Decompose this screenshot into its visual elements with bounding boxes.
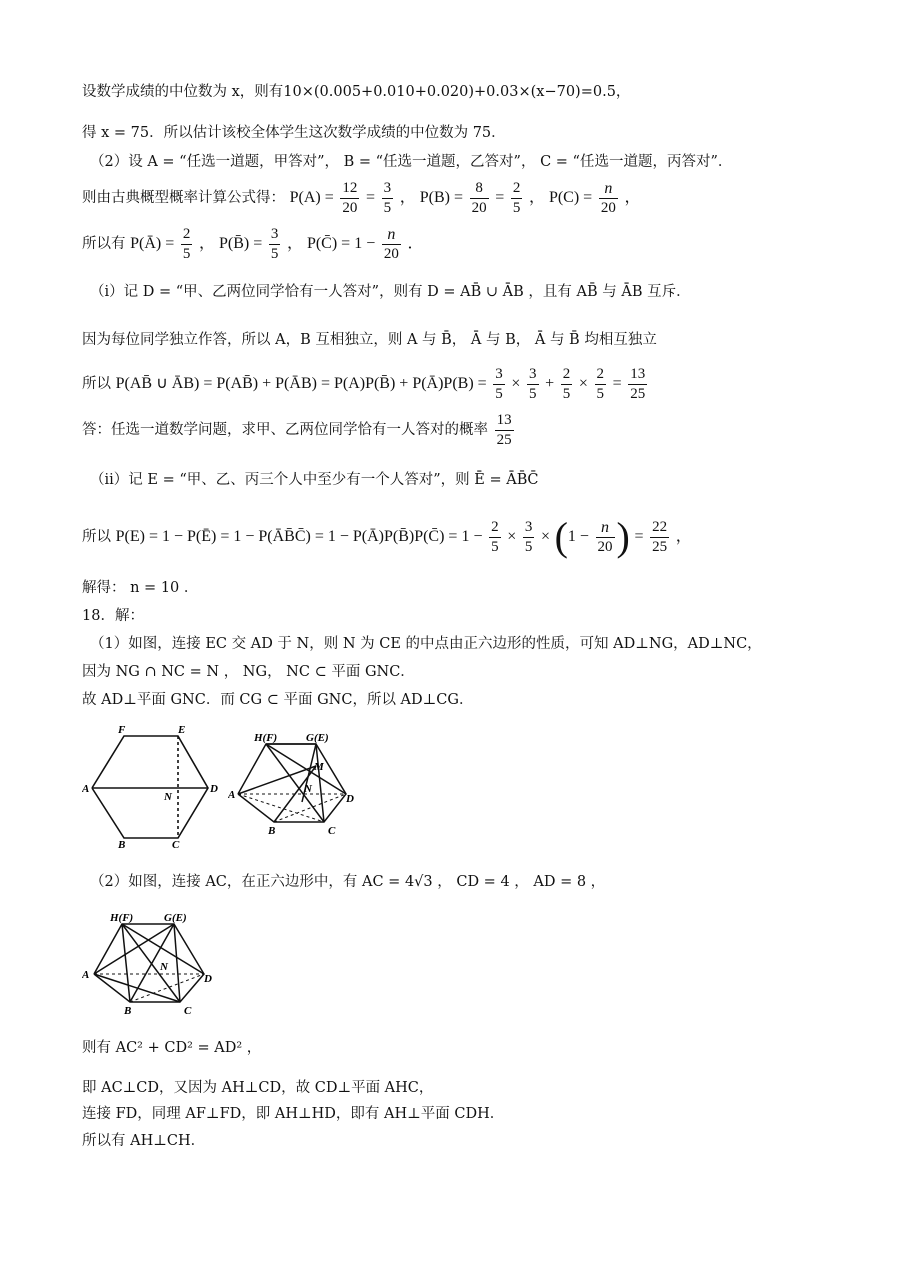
complement-line: 所以有 P(Ā) = $\frac{2}{5}$ ， P(B̄) = $\frac{3}{5}$ ， P(C̄) = 1 − $\frac{n}{20}$ ． (82, 225, 424, 262)
label-H-F: H(F) (110, 912, 134, 924)
fraction: $\frac{13}{25}$ (630, 365, 646, 402)
text-line-20: 连接 FD，同理 AF⊥FD，即 AH⊥HD，即有 AH⊥平面 CDH． (82, 1106, 505, 1122)
label-C: C (184, 1005, 192, 1017)
text-line-15: 因为 NG ∩ NC = N ， NG， NC ⊂ 平面 GNC． (82, 664, 415, 680)
text-line-1: 设数学成绩的中位数为 x，则有10×(0.005+0.010+0.020)+0.03×(x−70)=0.5， (82, 84, 631, 100)
text-line-3: （2）设 A = “任选一道题，甲答对”， B = “任选一道题，乙答对”， C = “任选一道题，丙答对”． (90, 154, 733, 170)
text-line-18: 则有 AC² + CD² = AD² ， (82, 1040, 262, 1056)
label-B: B (118, 839, 126, 848)
text-line-10: （ii）记 E = “甲、乙、丙三个人中至少有一个人答对”，则 Ē = ĀB̄C̄ (90, 472, 539, 488)
text-line-21: 所以有 AH⊥CH． (82, 1133, 206, 1149)
label-E: E (178, 724, 186, 736)
fraction: $\frac{2}{5}$ (596, 365, 605, 402)
text-line-6: （i）记 D = “甲、乙两位同学恰有一人答对”，则有 D = AB̄ ∪ ĀB ，且有 AB̄ 与 ĀB 互斥． (90, 284, 691, 300)
label-D: D (204, 973, 212, 985)
text-line-17: （2）如图，连接 AC，在正六边形中，有 AC = 4√3 ， CD = 4 ， AD = 8 ， (90, 874, 606, 890)
fraction: $\frac{n}{20}$ (383, 225, 399, 262)
fraction: $\frac{n}{20}$ (597, 518, 613, 555)
label-C: C (328, 825, 336, 837)
text-line-19: 即 AC⊥CD，又因为 AH⊥CD，故 CD⊥平面 AHC， (82, 1080, 434, 1096)
label-B: B (124, 1005, 132, 1017)
fraction: $\frac{3}{5}$ (495, 365, 503, 402)
fraction: $\frac{12}{20}$ (342, 179, 358, 216)
fraction: $\frac{3}{5}$ (529, 365, 537, 402)
text-line-16: 故 AD⊥平面 GNC．而 CG ⊂ 平面 GNC，所以 AD⊥CG． (82, 692, 474, 708)
label-B: B (268, 825, 276, 837)
text-line-12: 解得： n = 10 ． (82, 580, 199, 596)
fraction: $\frac{13}{25}$ (496, 411, 512, 448)
fraction: $\frac{2}{5}$ (182, 225, 191, 262)
probability-sum-line: 所以 P(AB̄ ∪ ĀB) = P(AB̄) + P(ĀB) = P(A)P(B̄) + P(Ā)P(B) = $\frac{3}{5}$ × $\frac{3}{5}$ + $\frac{2}{5}$ × $\frac{2}{5}$ = $\frac{13}{25}$ (82, 365, 646, 402)
hexagon-figure-1 (82, 724, 222, 848)
label-N: N (164, 791, 172, 803)
fraction: $\frac{3}{5}$ (383, 179, 392, 216)
fraction: $\frac{8}{20}$ (471, 179, 487, 216)
fraction: $\frac{2}{5}$ (512, 179, 521, 216)
text-line-7: 因为每位同学独立作答，所以 A，B 互相独立，则 A 与 B̄， Ā 与 B， Ā 与 B̄ 均相互独立 (82, 332, 657, 348)
fraction: $\frac{2}{5}$ (562, 365, 571, 402)
text-line-2: 得 x = 75．所以估计该校全体学生这次数学成绩的中位数为 75． (82, 125, 506, 141)
fraction: $\frac{2}{5}$ (491, 518, 499, 555)
label-C: C (172, 839, 180, 848)
event-e-line: 所以 P(E) = 1 − P(Ē) = 1 − P(ĀB̄C̄) = 1 − P(Ā)P(B̄)P(C̄) = 1 − $\frac{2}{5}$ × $\frac{3}{5}$ × (1 − $\frac{n}{20}$ ) = $\frac{22}{25}$ ， (82, 514, 692, 559)
folded-hexagon-figure-2 (228, 730, 364, 838)
label-D: D (346, 793, 354, 805)
label-A: A (82, 969, 90, 981)
text-line-13: 18．解： (82, 608, 144, 624)
label-A: A (82, 783, 90, 795)
label-F: F (118, 724, 126, 736)
label-N: N (160, 961, 168, 973)
probability-line: 则由古典概型概率计算公式得： P(A) = $\frac{12}{20}$ = $\frac{3}{5}$ ， P(B) = $\frac{8}{20}$ = $\frac{2}{5}$ ， P(C) = $\frac{n}{20}$ ， (82, 179, 641, 216)
folded-hexagon-figure-3 (82, 908, 222, 1018)
label-N: N (304, 783, 312, 795)
label-D: D (210, 783, 218, 795)
label-H-F: H(F) (254, 732, 278, 744)
answer-line: 答：任选一道数学问题，求甲、乙两位同学恰有一人答对的概率 $\frac{13}{25}$ (82, 411, 512, 448)
fraction: $\frac{3}{5}$ (270, 225, 279, 262)
label-G-E: G(E) (164, 912, 187, 924)
label-A: A (228, 789, 236, 801)
fraction: $\frac{22}{25}$ (652, 518, 668, 555)
fraction: $\frac{3}{5}$ (524, 518, 533, 555)
fraction: $\frac{n}{20}$ (600, 179, 616, 216)
label-M: M (314, 761, 324, 773)
text-line-14: （1）如图，连接 EC 交 AD 于 N，则 N 为 CE 的中点由正六边形的性质，可知 AD⊥NG，AD⊥NC， (90, 636, 762, 652)
label-G-E: G(E) (306, 732, 329, 744)
